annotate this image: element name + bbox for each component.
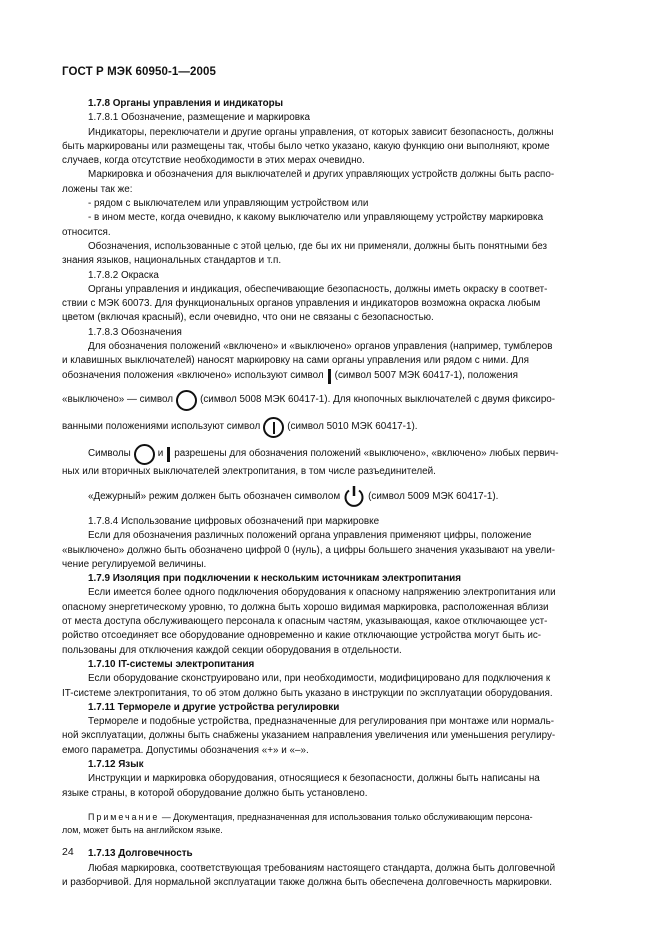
text-line: и клавишных выключателей) наносят маркировку на сами органы управления или рядом с ними. Для	[62, 355, 529, 367]
text-line: и разборчивой. Для нормальной эксплуатации также должна быть обеспечена долговечность маркировки.	[62, 876, 553, 888]
text-line: пользованы для отключения каждой секции оборудования в отдельности.	[62, 644, 402, 656]
text-line: случаев, когда отсутствие необходимости в этих мерах очевидно.	[62, 155, 365, 167]
subsection-1-7-8-4: 1.7.8.4 Использование цифровых обозначений при маркировке	[88, 515, 380, 527]
symbol-push-push-icon	[263, 417, 284, 438]
subsection-1-7-8-2: 1.7.8.2 Окраска	[88, 269, 159, 281]
text-fragment: (символ 5007 МЭК 60417-1), положения	[334, 369, 518, 381]
section-heading-1-7-11: 1.7.11 Термореле и другие устройства регулировки	[88, 701, 340, 713]
text-fragment: (символ 5010 МЭК 60417-1).	[287, 420, 418, 432]
document-header: ГОСТ Р МЭК 60950-1—2005	[62, 66, 216, 78]
note-line: лом, может быть на английском языке.	[62, 825, 223, 836]
text-line-with-symbol	[62, 485, 599, 509]
text-line: относится.	[62, 226, 111, 238]
symbol-standby-icon	[342, 485, 366, 509]
text-fragment: Символы	[88, 447, 131, 459]
text-fragment: (символ 5008 МЭК 60417-1). Для кнопочных выключателей с двумя фиксиро-	[200, 393, 556, 405]
text-fragment: «Дежурный» режим должен быть обозначен символом	[88, 490, 341, 502]
text-fragment: «выключено» — символ	[62, 393, 174, 405]
text-line-with-symbol	[62, 369, 599, 384]
text-line: цветом (включая красный), если очевидно, что они не связаны с безопасностью.	[62, 312, 434, 324]
text-line: Любая маркировка, соответствующая требованиям настоящего стандарта, должна быть долговечной	[88, 862, 556, 874]
text-line: быть маркированы или размещены так, чтобы было четко указано, какую функцию они выполняют, кроме	[62, 140, 550, 152]
text-line: Если для обозначения различных положений органа управления применяют цифры, положение	[88, 530, 532, 542]
text-fragment: — Документация, предназначенная для использования только обслуживающим персона-	[159, 811, 533, 822]
text-line-with-symbol	[62, 390, 599, 411]
text-line: ложены так же:	[62, 183, 133, 195]
text-line: от места доступа обслуживающего персонала к опасным частям, указывающая, какое отключающее уст-	[62, 616, 548, 628]
text-line: Инструкции и маркировка оборудования, относящиеся к безопасности, должны быть написаны на	[88, 773, 540, 785]
text-line-with-symbol	[62, 417, 599, 438]
text-line: Если имеется более одного подключения оборудования к опасному напряжению электропитания или	[88, 587, 556, 599]
text-line: ной эксплуатации, должны быть снабжены указанием направления увеличения или уменьшения регулиру-	[62, 730, 556, 742]
symbol-off-circle-icon	[134, 444, 155, 465]
document-body	[62, 97, 599, 890]
text-line: «выключено» должно быть обозначено цифрой 0 (нуль), а цифры большего значения указывают на увели-	[62, 544, 556, 556]
text-line: опасному энергетическому уровню, то должна быть хорошо видимая маркировка, расположенная вблизи	[62, 601, 549, 613]
subsection-1-7-8-3: 1.7.8.3 Обозначения	[88, 326, 182, 338]
subsection-1-7-8-1: 1.7.8.1 Обозначение, размещение и маркировка	[88, 112, 311, 124]
symbol-on-bar-icon	[328, 369, 331, 384]
section-heading-1-7-13: 1.7.13 Долговечность	[88, 848, 193, 860]
text-fragment: (символ 5009 МЭК 60417-1).	[368, 490, 499, 502]
text-fragment: обозначения положения «включено» используют символ	[62, 369, 324, 381]
list-item: - рядом с выключателем или управляющим устройством или	[88, 198, 369, 210]
text-line: Индикаторы, переключатели и другие органы управления, от которых зависит безопасность, должны	[88, 126, 554, 138]
text-line: ных или вторичных выключателей электропитания, в том числе разъединителей.	[62, 465, 436, 477]
text-fragment: и	[157, 447, 164, 459]
text-fragment: разрешены для обозначения положений «выключено», «включено» любых первич-	[174, 447, 559, 459]
symbol-on-bar-icon	[167, 447, 170, 462]
text-line: Обозначения, использованные с этой целью, где бы их ни применяли, должны быть понятными без	[88, 240, 548, 252]
section-heading-1-7-8: 1.7.8 Органы управления и индикаторы	[88, 98, 284, 109]
list-item: - в ином месте, когда очевидно, к какому выключателю или управляющему устройству маркировка	[88, 212, 544, 224]
text-line: Для обозначения положений «включено» и «выключено» органов управления (например, тумблеров	[88, 341, 553, 353]
text-line: емого параметра. Допустимы обозначения «+» и «–».	[62, 744, 309, 756]
text-line: Органы управления и индикация, обеспечивающие безопасность, должны иметь окраску в соответ-	[88, 283, 548, 295]
text-line: Термореле и подобные устройства, предназначенные для регулирования при монтаже или нормаль-	[88, 716, 555, 728]
text-line: Если оборудование сконструировано или, при необходимости, модифицировано для подключения к	[88, 673, 551, 685]
symbol-off-circle-icon	[176, 390, 197, 411]
text-line: Маркировка и обозначения для выключателей и других управляющих устройств должны быть распо-	[88, 169, 555, 181]
section-heading-1-7-12: 1.7.12 Язык	[88, 758, 144, 770]
text-line: знания языков, национальных стандартов и т.п.	[62, 255, 282, 267]
text-line: чение регулируемой величины.	[62, 558, 207, 570]
text-line: IT-системе электропитания, то об этом должно быть указано в инструкции по эксплуатации оборудования.	[62, 687, 553, 699]
page-number: 24	[62, 846, 74, 858]
section-heading-1-7-10: 1.7.10 IT-системы электропитания	[88, 658, 255, 670]
note-label: Примечание	[88, 811, 160, 822]
text-line: ствии с МЭК 60073. Для функциональных органов управления и индикаторов возможна окраска любым	[62, 298, 541, 310]
note	[62, 811, 599, 824]
text-line: языке страны, в которой оборудование должно быть установлено.	[62, 787, 368, 799]
text-line: ройство отсоединяет все оборудование одновременно и какие отключающие устройства могут быть ис-	[62, 630, 542, 642]
text-fragment: ванными положениями используют символ	[62, 420, 261, 432]
text-line-with-symbol	[62, 444, 599, 465]
section-heading-1-7-9: 1.7.9 Изоляция при подключении к нескольким источникам электропитания	[88, 573, 462, 585]
